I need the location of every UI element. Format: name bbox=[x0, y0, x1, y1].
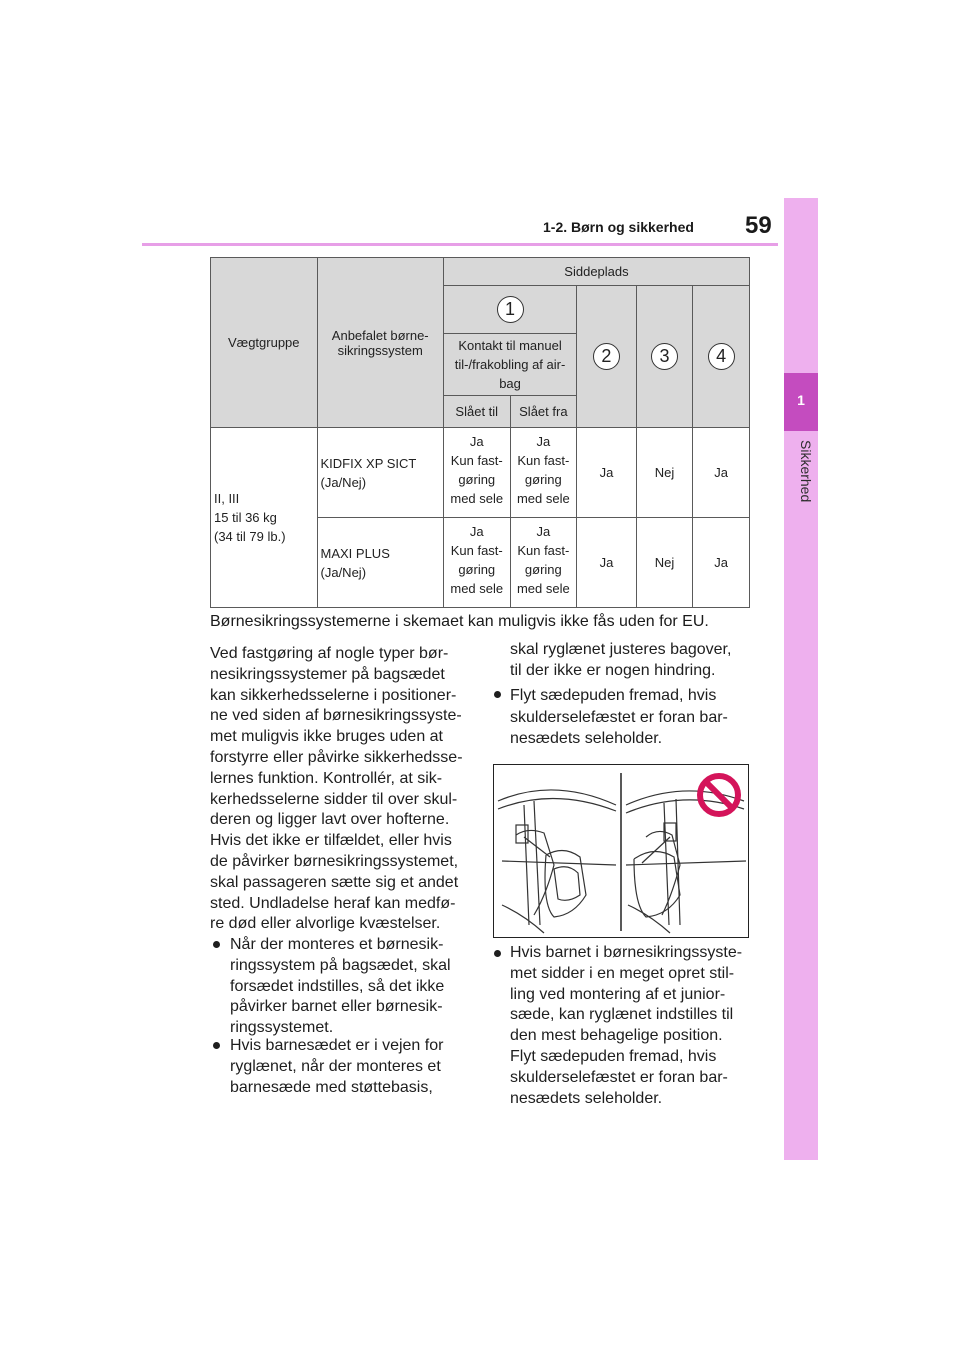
section-title: 1-2. Børn og sikkerhed bbox=[543, 219, 694, 235]
text-line: skal passageren sætte sig et andet bbox=[210, 873, 459, 891]
airbag-off-value-cell bbox=[510, 518, 577, 608]
text-line: til der ikke er nogen hindring. bbox=[510, 662, 716, 679]
seat-2-marker: 2 bbox=[593, 343, 620, 370]
seat-3-cell bbox=[636, 286, 693, 428]
header-weight-group: Vægtgruppe bbox=[211, 258, 318, 428]
weight-group-lb: (34 til 79 lb.) bbox=[214, 529, 286, 544]
airbag-on-value-cell bbox=[443, 518, 510, 608]
bullet-seatback bbox=[230, 1036, 480, 1098]
bullet-marker bbox=[494, 950, 501, 957]
text-line: Flyt sædepuden fremad, hvis bbox=[510, 1047, 717, 1065]
value-note: Kun fast-gøring med sele bbox=[450, 543, 504, 596]
seat-1-marker: 1 bbox=[497, 296, 524, 323]
airbag-on-value-cell bbox=[443, 428, 510, 518]
value-text: Ja bbox=[469, 524, 484, 539]
seat-4-value: Ja bbox=[693, 428, 750, 518]
bullet-seatback-continued bbox=[510, 639, 760, 681]
text-line: re død eller alvorlige kvæstelser. bbox=[210, 915, 441, 933]
seat-2-value: Ja bbox=[577, 428, 637, 518]
text-line: lernes funktion. Kontrollér, at sik- bbox=[210, 769, 443, 787]
bullet-front-seat bbox=[230, 935, 480, 1039]
value-note: Kun fast-gøring med sele bbox=[516, 543, 570, 596]
text-line: sæde, kan ryglænet indstilles til bbox=[510, 1006, 734, 1024]
text-line: kan sikkerhedsselerne i positioner- bbox=[210, 686, 457, 704]
system-note: (Ja/Nej) bbox=[320, 474, 367, 490]
airbag-off-header: Slået fra bbox=[510, 396, 577, 428]
system-note: (Ja/Nej) bbox=[320, 564, 367, 580]
weight-group-class: II, III bbox=[214, 491, 240, 506]
system-name: MAXI PLUS bbox=[320, 545, 390, 561]
header-recommended-system: Anbefalet børne-sikringssystem bbox=[317, 258, 443, 428]
weight-group-cell bbox=[211, 428, 318, 608]
table-footnote: Børnesikringssystemerne i skemaet kan muligvis ikke fås uden for EU. bbox=[210, 613, 709, 630]
chapter-number: 1 bbox=[797, 392, 805, 408]
text-line: påvirker barnet eller børnesik- bbox=[230, 998, 443, 1016]
text-line: forstyrre eller påvirke sikkerhedsse- bbox=[210, 748, 463, 766]
text-line: skal ryglænet justeres bagover, bbox=[510, 641, 732, 658]
text-line: deren og ligger lavt over hofterne. bbox=[210, 811, 450, 829]
header-seat-position: Siddeplads bbox=[443, 258, 749, 286]
airbag-off-value-cell bbox=[510, 428, 577, 518]
seat-4-cell bbox=[693, 286, 750, 428]
system-name: KIDFIX XP SICT bbox=[320, 455, 417, 471]
seat-1-cell bbox=[443, 286, 576, 334]
value-note: Kun fast-gøring med sele bbox=[450, 453, 504, 506]
seat-illustration bbox=[493, 764, 749, 938]
text-line: Flyt sædepuden fremad, hvis bbox=[510, 687, 717, 704]
text-line: sted. Undladelse heraf kan medfø- bbox=[210, 894, 456, 912]
seat-2-cell bbox=[577, 286, 637, 428]
bullet-junior-seat bbox=[510, 943, 760, 1109]
text-line: kerhedsselerne sidder til over skul- bbox=[210, 790, 458, 808]
value-text: Ja bbox=[536, 524, 551, 539]
bullet-marker bbox=[213, 1042, 220, 1049]
text-line: ryglænet, når der monteres et bbox=[230, 1057, 441, 1075]
text-line: nesikringssystemer på bagsædet bbox=[210, 665, 445, 683]
text-line: de påvirker børnesikringssystemet, bbox=[210, 852, 459, 870]
text-line: Hvis barnet i børnesikringssyste- bbox=[510, 944, 743, 961]
seat-4-marker: 4 bbox=[708, 343, 735, 370]
value-text: Ja bbox=[469, 434, 484, 449]
chapter-side-tab bbox=[784, 198, 818, 1160]
value-note: Kun fast-gøring med sele bbox=[516, 453, 570, 506]
text-line: ringssystemet. bbox=[230, 1019, 334, 1037]
seat-3-value: Nej bbox=[636, 428, 693, 518]
text-line: Hvis det ikke er tilfældet, eller hvis bbox=[210, 832, 452, 850]
text-line: nesædets seleholder. bbox=[510, 730, 663, 747]
header-divider bbox=[142, 243, 778, 246]
weight-group-kg: 15 til 36 kg bbox=[214, 510, 277, 525]
bullet-cushion-forward bbox=[510, 685, 760, 750]
seat-4-value: Ja bbox=[693, 518, 750, 608]
airbag-switch-header: Kontakt til manuel til-/frakobling af air-bag bbox=[443, 334, 576, 396]
seat-3-value: Nej bbox=[636, 518, 693, 608]
text-line: ne ved siden af børnesikringssyste- bbox=[210, 707, 462, 725]
system-cell bbox=[317, 518, 443, 608]
seat-2-value: Ja bbox=[577, 518, 637, 608]
bullet-marker bbox=[213, 941, 220, 948]
page-number: 59 bbox=[745, 212, 772, 239]
value-text: Ja bbox=[536, 434, 551, 449]
text-line: ling ved montering af et junior- bbox=[510, 985, 726, 1003]
text-line: forsædet indstilles, så det ikke bbox=[230, 977, 445, 995]
text-line: skulderselefæstet er foran bar- bbox=[510, 708, 728, 726]
intro-paragraph bbox=[210, 644, 480, 935]
text-line: Når der monteres et børnesik- bbox=[230, 936, 444, 953]
airbag-on-header: Slået til bbox=[443, 396, 510, 428]
system-cell bbox=[317, 428, 443, 518]
seat-3-marker: 3 bbox=[651, 343, 678, 370]
child-seat-table bbox=[210, 257, 750, 608]
text-line: met sidder i en meget opret stil- bbox=[510, 964, 735, 982]
text-line: nesædets seleholder. bbox=[510, 1089, 663, 1107]
text-line: Hvis barnesædet er i vejen for bbox=[230, 1037, 444, 1054]
text-line: met muligvis ikke bruges uden at bbox=[210, 728, 443, 746]
text-line: skulderselefæstet er foran bar- bbox=[510, 1068, 728, 1086]
text-line: barnesæde med støttebasis, bbox=[230, 1078, 433, 1096]
text-line: Ved fastgøring af nogle typer bør- bbox=[210, 645, 449, 662]
seat-illustration-drawing bbox=[494, 765, 748, 937]
text-line: ringssystem på bagsædet, skal bbox=[230, 956, 451, 974]
text-line: den mest behagelige position. bbox=[510, 1027, 723, 1045]
bullet-marker bbox=[494, 691, 501, 698]
chapter-label: Sikkerhed bbox=[798, 440, 814, 503]
